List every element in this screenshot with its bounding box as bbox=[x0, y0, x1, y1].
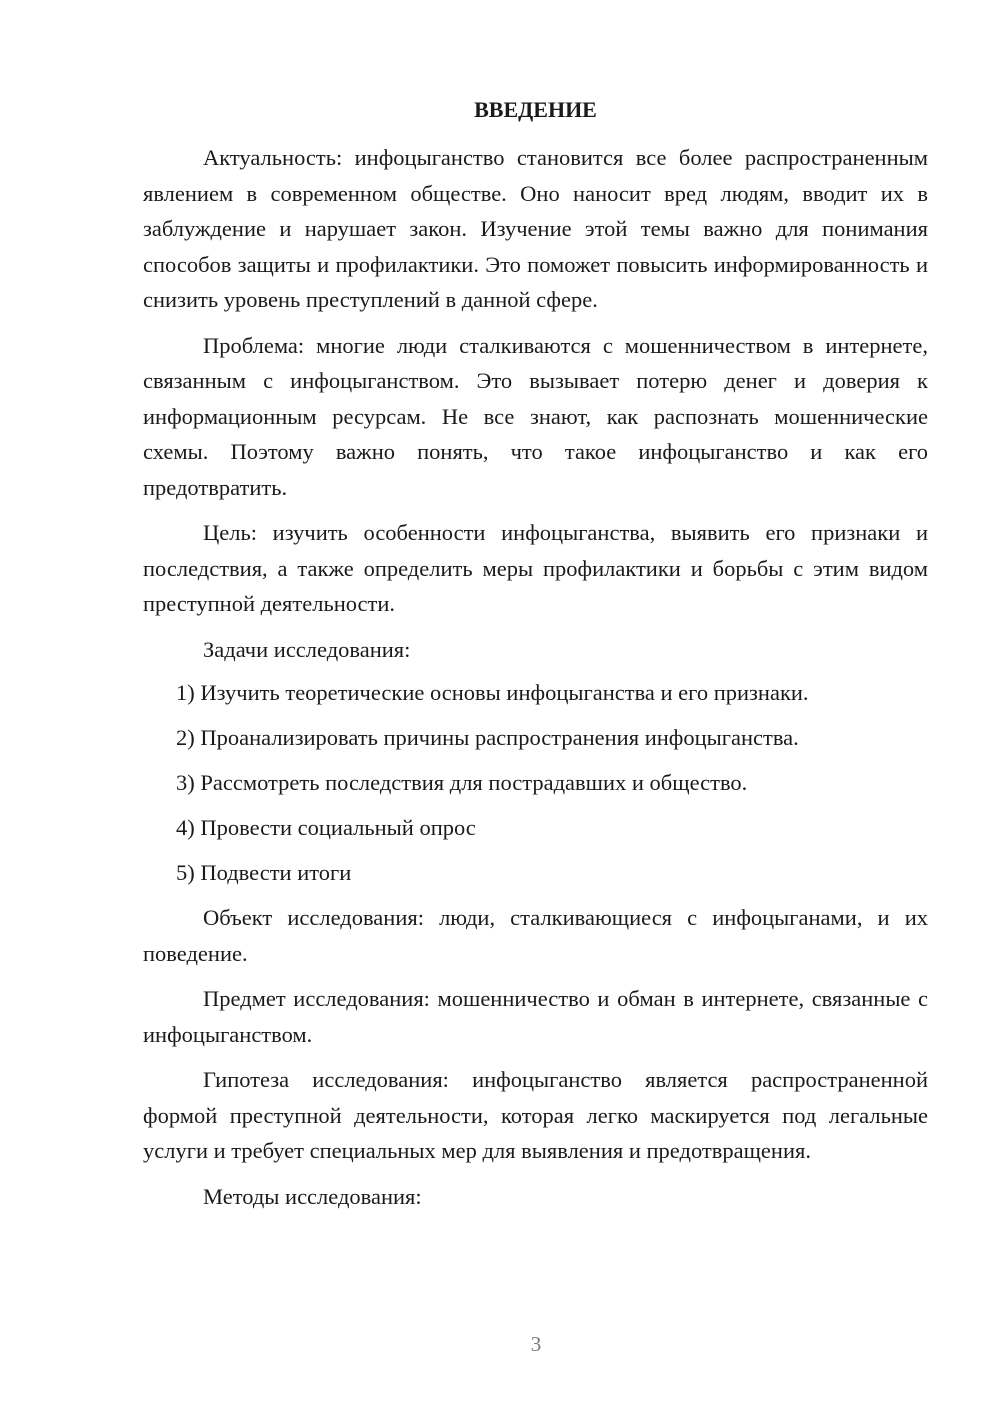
tasks-list bbox=[143, 675, 928, 891]
section-title: ВВЕДЕНИЕ bbox=[474, 97, 597, 122]
list-item: 3) Рассмотреть последствия для пострадавших и общество. bbox=[176, 770, 748, 795]
paragraph-problem: Проблема: многие люди сталкиваются с мошенничеством в интернете, связанным с инфоцыганством. Это вызывает потерю денег и доверия к информационным ресурсам. Не все знают, как распознать мошеннические схемы. Поэтому важно понять, что такое инфоцыганство и как его предотвратить. bbox=[143, 332, 928, 500]
paragraph-hypothesis: Гипотеза исследования: инфоцыганство является распространенной формой преступной деятельности, которая легко маскируется под легальные услуги и требует специальных мер для выявления и предотвращения. bbox=[143, 1067, 928, 1163]
page-number: 3 bbox=[530, 1332, 542, 1356]
list-item: 4) Провести социальный опрос bbox=[176, 815, 476, 840]
list-item: 2) Проанализировать причины распространения инфоцыганства. bbox=[176, 725, 799, 750]
list-item: 5) Подвести итоги bbox=[176, 860, 352, 885]
paragraph-goal: Цель: изучить особенности инфоцыганства, выявить его признаки и последствия, а также определить меры профилактики и борьбы с этим видом преступной деятельности. bbox=[143, 520, 928, 616]
paragraph-subject: Предмет исследования: мошенничество и обман в интернете, связанные с инфоцыганством. bbox=[143, 986, 928, 1047]
paragraph-relevance: Актуальность: инфоцыганство становится все более распространенным явлением в современном обществе. Оно наносит вред людям, вводит их в заблуждение и нарушает закон. Изучение этой темы важно для понимания способов защиты и профилактики. Это поможет повысить информированность и снизить уровень преступлений в данной сфере. bbox=[143, 145, 928, 312]
document-page bbox=[143, 92, 928, 1224]
list-item: 1) Изучить теоретические основы инфоцыганства и его признаки. bbox=[176, 680, 809, 705]
tasks-heading: Задачи исследования: bbox=[203, 636, 411, 662]
paragraph-object: Объект исследования: люди, сталкивающиеся с инфоцыганами, и их поведение. bbox=[143, 905, 928, 966]
methods-heading: Методы исследования: bbox=[203, 1183, 422, 1209]
